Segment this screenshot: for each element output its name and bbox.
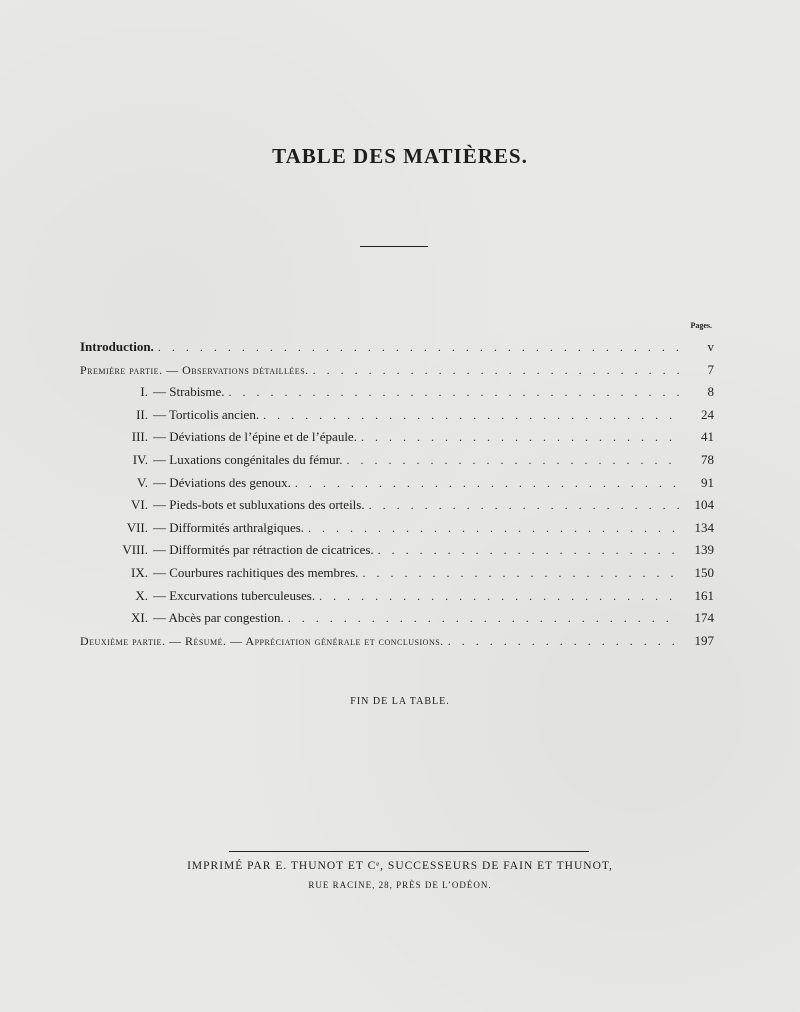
toc-chapter-number: I.	[140, 384, 148, 400]
dot-leader	[313, 359, 680, 382]
toc-entry-label: Première partie. — Observations détaillées.	[80, 362, 309, 377]
toc-entry	[80, 359, 714, 382]
dot-leader	[308, 517, 680, 540]
dot-leader	[288, 607, 680, 630]
toc-entry	[80, 336, 714, 359]
toc-chapter-number: X.	[135, 587, 148, 603]
toc-entry	[80, 472, 714, 495]
toc-chapter-number: XI.	[131, 610, 148, 626]
toc-page-number: 78	[701, 451, 714, 467]
toc-entry	[80, 562, 714, 585]
toc-entry	[80, 630, 714, 653]
toc-entry-label: — Difformités par rétraction de cicatrices.	[153, 542, 374, 558]
pages-column-label: Pages.	[690, 321, 712, 330]
toc-entry-label: — Difformités arthralgiques.	[153, 519, 305, 535]
dot-leader	[229, 381, 681, 404]
toc-chapter-number: VII.	[126, 519, 148, 535]
toc-entry-label: — Luxations congénitales du fémur.	[153, 451, 343, 467]
toc-entry	[80, 517, 714, 540]
toc-page-number: 24	[701, 406, 714, 422]
table-of-contents	[80, 336, 714, 652]
toc-entry	[80, 381, 714, 404]
printer-address: RUE RACINE, 28, PRÈS DE L’ODÉON.	[308, 880, 492, 890]
dot-leader	[448, 630, 680, 653]
toc-page-number: 174	[694, 610, 714, 626]
toc-entry	[80, 426, 714, 449]
toc-entry-label: — Torticolis ancien.	[153, 406, 260, 422]
toc-page-number: 197	[694, 632, 714, 648]
toc-chapter-number: VIII.	[122, 542, 148, 558]
toc-entry	[80, 494, 714, 517]
page-title: TABLE DES MATIÈRES.	[272, 144, 528, 168]
toc-entry	[80, 404, 714, 427]
toc-chapter-number: IV.	[132, 451, 148, 467]
toc-entry-label: — Abcès par congestion.	[153, 610, 284, 626]
toc-entry-label: Deuxième partie. — Résumé. — Appréciation générale et conclusions.	[80, 633, 444, 648]
toc-chapter-number: V.	[137, 474, 148, 490]
end-of-table: FIN DE LA TABLE.	[350, 696, 450, 707]
toc-page-number: 134	[694, 519, 714, 535]
toc-page-number: 150	[694, 564, 714, 580]
toc-entry-label: — Déviations de l’épine et de l’épaule.	[153, 429, 357, 445]
toc-entry	[80, 585, 714, 608]
toc-entry	[80, 539, 714, 562]
toc-entry-label: — Courbures rachitiques des membres.	[153, 564, 359, 580]
dot-leader	[319, 585, 680, 608]
dot-leader	[378, 539, 680, 562]
toc-chapter-number: VI.	[131, 497, 148, 513]
toc-entry-label: — Pieds-bots et subluxations des orteils.	[153, 497, 365, 513]
toc-entry-label: — Excurvations tuberculeuses.	[153, 587, 316, 603]
toc-page-number: v	[707, 339, 714, 354]
toc-page-number: 139	[694, 542, 714, 558]
title-rule	[360, 246, 428, 247]
dot-leader	[369, 494, 680, 517]
toc-chapter-number: II.	[136, 406, 148, 422]
toc-entry-label: Introduction.	[80, 339, 154, 354]
toc-chapter-number: IX.	[131, 564, 148, 580]
dot-leader	[263, 404, 680, 427]
toc-page-number: 7	[707, 361, 714, 377]
toc-page-number: 161	[694, 587, 714, 603]
toc-entry-label: — Strabisme.	[153, 384, 225, 400]
toc-page-number: 41	[701, 429, 714, 445]
dot-leader	[362, 562, 680, 585]
toc-entry	[80, 607, 714, 630]
dot-leader	[347, 449, 680, 472]
printer-imprint: IMPRIMÉ PAR E. THUNOT ET Cᵉ, SUCCESSEURS DE FAIN ET THUNOT,	[187, 860, 613, 872]
toc-page-number: 104	[694, 497, 714, 513]
dot-leader	[361, 426, 680, 449]
dot-leader	[295, 472, 680, 495]
dot-leader	[158, 336, 680, 359]
toc-page-number: 91	[701, 474, 714, 490]
toc-entry	[80, 449, 714, 472]
toc-chapter-number: III.	[131, 429, 148, 445]
imprint-rule	[229, 851, 589, 852]
toc-entry-label: — Déviations des genoux.	[153, 474, 291, 490]
toc-page-number: 8	[707, 384, 714, 400]
